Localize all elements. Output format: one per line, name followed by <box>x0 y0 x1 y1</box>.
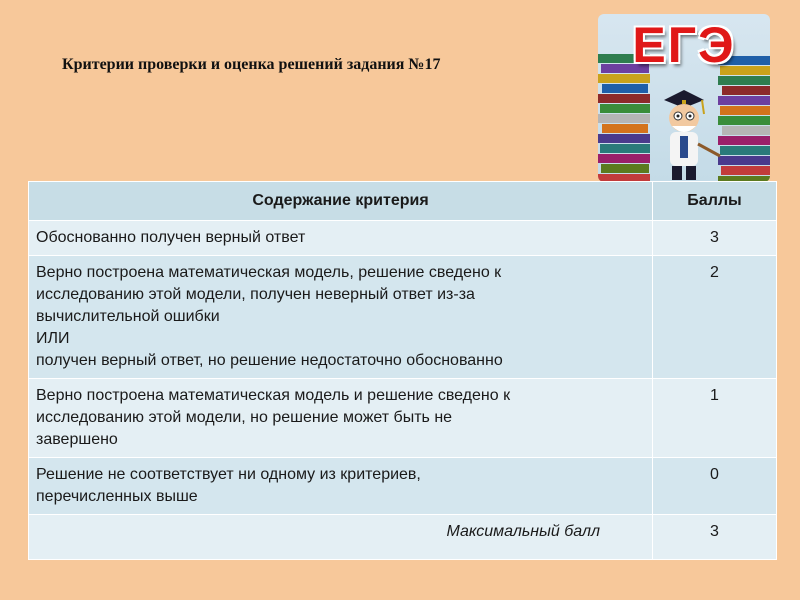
points-cell: 0 <box>653 458 777 515</box>
criterion-line: Обоснованно получен верный ответ <box>36 229 306 246</box>
criterion-line: Верно построена математическая модель, решение сведено к <box>36 264 502 281</box>
table-row <box>29 379 777 458</box>
books-professor-logo <box>598 14 770 182</box>
professor-icon <box>664 90 720 180</box>
max-score-label: Максимальный балл <box>29 515 653 560</box>
slide-title: Критерии проверки и оценка решений задания №17 <box>62 56 441 73</box>
criterion-line: ИЛИ <box>36 330 70 347</box>
table-row <box>29 458 777 515</box>
criterion-line: Верно построена математическая модель и решение сведено к <box>36 387 511 404</box>
table-row-max <box>29 515 777 560</box>
logo-text: ЕГЭ <box>632 17 736 73</box>
criterion-cell <box>29 221 653 256</box>
criterion-line: перечисленных выше <box>36 488 198 505</box>
criterion-line: завершено <box>36 431 118 448</box>
table-header-row <box>29 182 777 221</box>
criterion-line: Решение не соответствует ни одному из критериев, <box>36 466 421 483</box>
max-score-value: 3 <box>653 515 777 560</box>
column-header-criterion: Содержание критерия <box>29 182 653 221</box>
table-row <box>29 221 777 256</box>
criterion-line: исследованию этой модели, но решение может быть не <box>36 409 453 426</box>
criteria-table <box>28 181 777 560</box>
criterion-line: получен верный ответ, но решение недостаточно обоснованно <box>36 352 503 369</box>
criterion-line: вычислительной ошибки <box>36 308 220 325</box>
criterion-cell <box>29 379 653 458</box>
table-row <box>29 256 777 379</box>
criterion-cell <box>29 256 653 379</box>
points-cell: 1 <box>653 379 777 458</box>
criterion-line: исследованию этой модели, получен неверный ответ из-за <box>36 286 475 303</box>
points-cell: 2 <box>653 256 777 379</box>
criterion-cell <box>29 458 653 515</box>
points-cell: 3 <box>653 221 777 256</box>
column-header-points: Баллы <box>653 182 777 221</box>
